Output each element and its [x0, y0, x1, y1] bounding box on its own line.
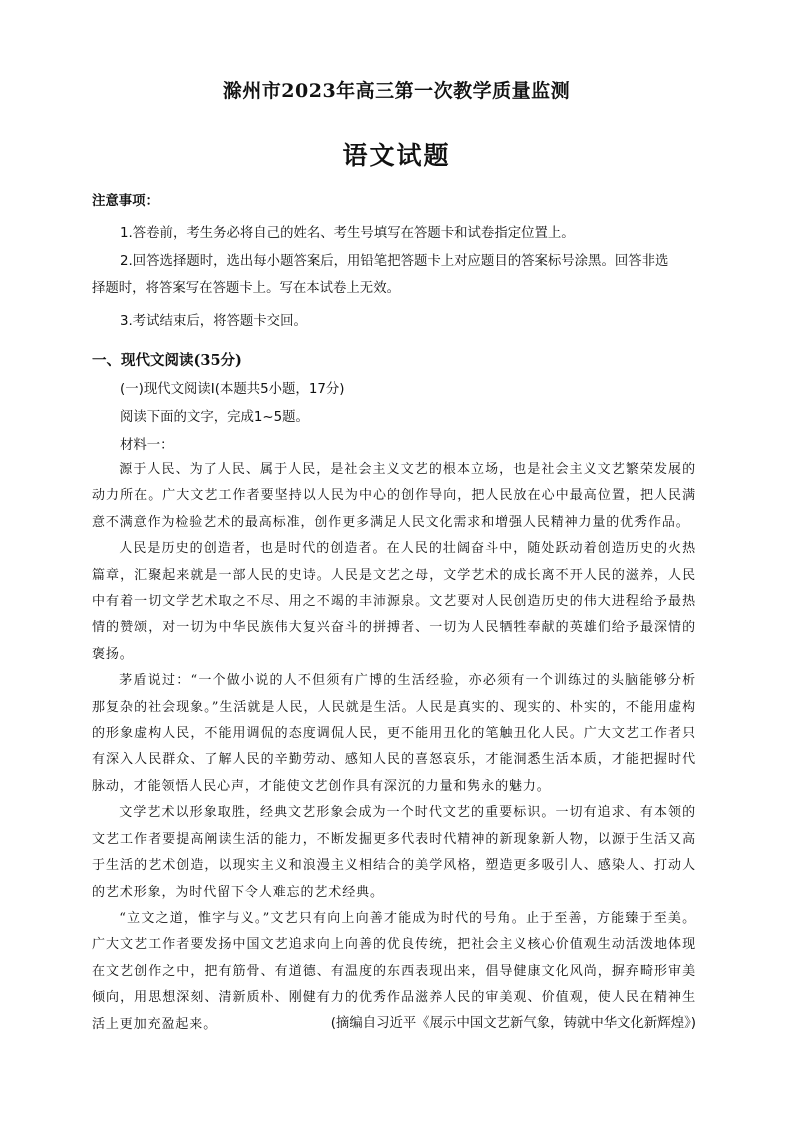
material-paragraph: 源于人民、为了人民、属于人民，是社会主义文艺的根本立场，也是社会主义文艺繁荣发展的动力所在。广大文艺工作者要坚持以人民为中心的创作导向，把人民放在心中最高位置，把人民满意不满意作为检验艺术的最高标准，创作更多满足人民文化需求和增强人民精神力量的优秀作品。	[92, 462, 696, 530]
material-paragraph: “立文之道，惟字与义。”文艺只有向上向善才能成为时代的号角。止于至善，方能臻于至美。广大文艺工作者要发扬中国文艺追求向上向善的优良传统，把社会主义核心价值观生动活泼地体现在文艺创作之中，把有筋骨、有道德、有温度的东西表现出来，倡导健康文化风尚，摒弃畸形审美倾向，用思想深刻、清新质朴、刚健有力的优秀作品滋养人民的审美观、价值观，使人民在精神生活上更加充盈起来。	[92, 910, 696, 1032]
section-subheading: (一)现代文阅读Ⅰ(本题共5小题，17分)	[120, 382, 345, 397]
reading-instruction: 阅读下面的文字，完成1~5题。	[120, 410, 309, 425]
material-label: 材料一：	[120, 438, 174, 453]
notes-heading: 注意事项：	[92, 194, 159, 209]
section-heading: 一、现代文阅读(35分)	[92, 352, 242, 369]
subject-title: 语文试题	[342, 141, 451, 170]
material-paragraph: 茅盾说过：“一个做小说的人不但须有广博的生活经验，亦必须有一个训练过的头脑能够分析那复杂的社会现象。”生活就是人民，人民就是生活。人民是真实的、现实的、朴实的，不能用虚构的形象虚构人民，不能用调侃的态度调侃人民，更不能用丑化的笔触丑化人民。广大文艺工作者只有深入人民群众、了解人民的辛勤劳动、感知人民的喜怒哀乐，才能洞悉生活本质，才能把握时代脉动，才能领悟人民心声，才能使文艺创作具有深沉的力量和隽永的魅力。	[92, 673, 696, 794]
notes-item: 3.考试结束后，将答题卡交回。	[120, 314, 307, 329]
material-body	[92, 457, 696, 1038]
notes-item-continuation: 择题时，将答案写在答题卡上。写在本试卷上无效。	[92, 281, 400, 296]
material-paragraph: 人民是历史的创造者，也是时代的创造者。在人民的壮阔奋斗中，随处跃动着创造历史的火热篇章，汇聚起来就是一部人民的史诗。人民是文艺之母，文学艺术的成长离不开人民的滋养，人民中有着一切文学艺术取之不尽、用之不竭的丰沛源泉。文艺要对人民创造历史的伟大进程给予最热情的赞颂，对一切为中华民族伟大复兴奋斗的拼搏者、一切为人民牺牲奉献的英雄们给予最深情的褒扬。	[92, 541, 696, 662]
material-source: (摘编自习近平《展示中国文艺新气象，铸就中华文化新辉煌》)	[330, 1016, 696, 1031]
notes-item: 1.答卷前，考生务必将自己的姓名、考生号填写在答题卡和试卷指定位置上。	[120, 226, 575, 241]
notes-item: 2.回答选择题时，选出每小题答案后，用铅笔把答题卡上对应题目的答案标号涂黑。回答非选	[120, 254, 669, 269]
material-paragraph: 文学艺术以形象取胜，经典文艺形象会成为一个时代文艺的重要标识。一切有追求、有本领的文艺工作者要提高阐读生活的能力，不断发掘更多代表时代精神的新现象新人物，以源于生活又高于生活的艺术创造，以现实主义和浪漫主义相结合的美学风格，塑造更多吸引人、感染人、打动人的艺术形象，为时代留下令人难忘的艺术经典。	[92, 805, 696, 900]
exam-title: 滁州市2023年高三第一次教学质量监测	[222, 80, 571, 102]
